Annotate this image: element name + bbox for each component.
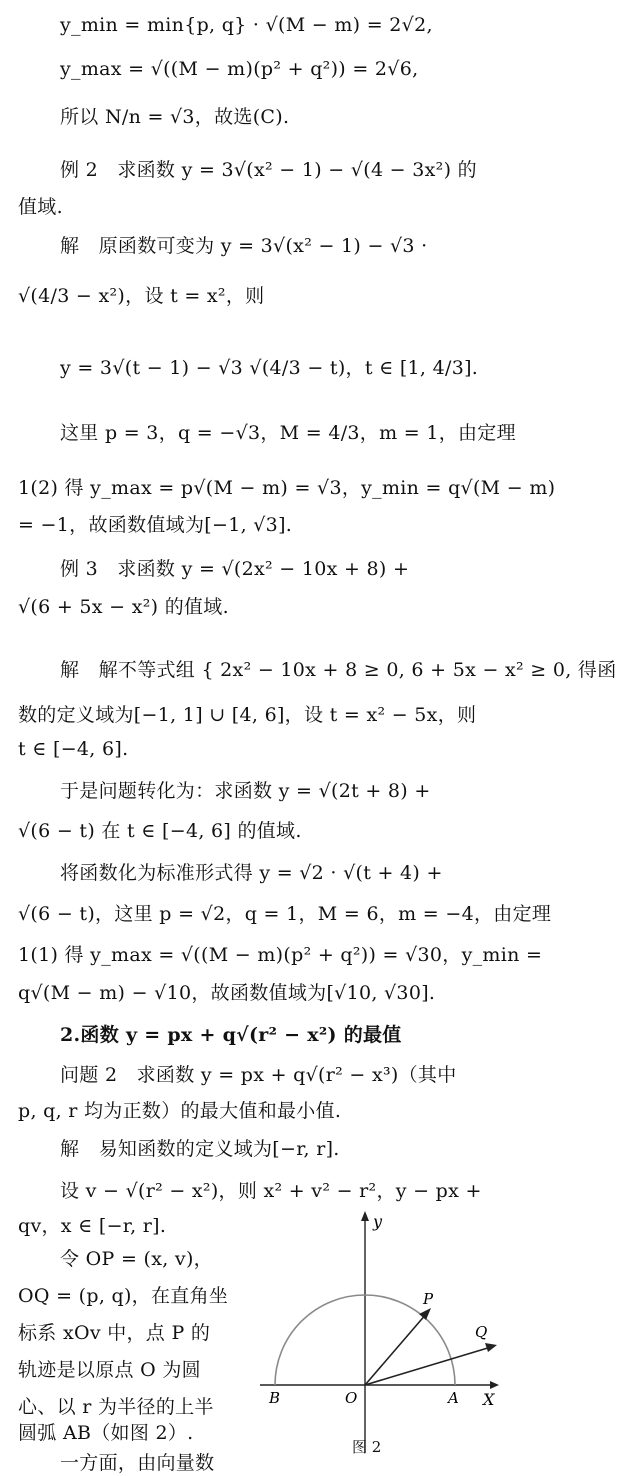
- example-heading: 例 3 求函数 y = √(2x² − 10x + 8) +: [60, 558, 410, 580]
- vector-oq: [365, 1347, 491, 1385]
- point-q-label: Q: [475, 1323, 488, 1341]
- text-line: 1(1) 得 y_max = √((M − m)(p² + q²)) = √30，y_min =: [18, 944, 543, 966]
- x-axis-label: X: [483, 1390, 495, 1409]
- text-line: y_max = √((M − m)(p² + q²)) = 2√6,: [60, 58, 419, 80]
- text-line: 值域.: [18, 196, 63, 218]
- point-p-label: P: [423, 1290, 434, 1308]
- figure-2-diagram: [255, 1205, 515, 1465]
- text-line: 设 v − √(r² − x²)，则 x² + v² − r²，y − px +: [60, 1180, 482, 1202]
- text-line: 所以 N/n = √3，故选(C).: [60, 106, 290, 128]
- origin-label: O: [345, 1389, 358, 1407]
- text-line: y_min = min{p, q} · √(M − m) = 2√2,: [60, 14, 433, 36]
- text-line: 这里 p = 3，q = −√3，M = 4/3，m = 1，由定理: [60, 422, 516, 444]
- text-line: 令 OP = (x, v)，: [60, 1248, 213, 1270]
- vector-op: [365, 1313, 427, 1385]
- y-axis-label: y: [373, 1212, 383, 1231]
- text-line: t ∈ [−4, 6].: [18, 738, 129, 760]
- section-heading: 2.函数 y = px + q√(r² − x²) 的最值: [60, 1024, 402, 1046]
- point-b-label: B: [269, 1389, 281, 1407]
- text-line: √(6 − t)，这里 p = √2，q = 1，M = 6，m = −4，由定理: [18, 903, 552, 925]
- text-line: 圆弧 AB（如图 2）.: [18, 1422, 194, 1444]
- text-line: 于是问题转化为：求函数 y = √(2t + 8) +: [60, 780, 431, 802]
- text-line: √(6 − t) 在 t ∈ [−4, 6] 的值域.: [18, 820, 302, 842]
- text-line: OQ = (p, q)，在直角坐: [18, 1285, 229, 1307]
- y-axis-arrow-icon: [361, 1211, 369, 1221]
- problem-heading: 问题 2 求函数 y = px + q√(r² − x³)（其中: [60, 1064, 457, 1086]
- point-a-label: A: [448, 1389, 459, 1407]
- arrowhead-q-icon: [485, 1343, 497, 1352]
- text-line: 标系 xOv 中，点 P 的: [18, 1322, 211, 1344]
- text-line: 轨迹是以原点 O 为圆: [18, 1359, 201, 1381]
- text-line: 1(2) 得 y_max = p√(M − m) = √3，y_min = q√(M − m): [18, 477, 556, 499]
- text-line: √(4/3 − x²)，设 t = x²，则: [18, 285, 265, 307]
- arrowhead-p-icon: [419, 1308, 431, 1320]
- text-line: 解 解不等式组 { 2x² − 10x + 8 ≥ 0, 6 + 5x − x² ≥ 0, 得函: [60, 659, 617, 681]
- text-line: 将函数化为标准形式得 y = √2 · √(t + 4) +: [60, 862, 443, 884]
- figure-caption: 图 2: [352, 1438, 382, 1456]
- text-line: 心、以 r 为半径的上半: [18, 1396, 214, 1418]
- text-line: 解 易知函数的定义域为[−r, r].: [60, 1138, 340, 1160]
- text-line: 解 原函数可变为 y = 3√(x² − 1) − √3 ·: [60, 235, 428, 257]
- text-line: qv，x ∈ [−r, r].: [18, 1215, 167, 1237]
- text-line: √(6 + 5x − x²) 的值域.: [18, 596, 229, 618]
- example-heading: 例 2 求函数 y = 3√(x² − 1) − √(4 − 3x²) 的: [60, 159, 477, 181]
- text-line: y = 3√(t − 1) − √3 √(4/3 − t)，t ∈ [1, 4/3].: [60, 357, 479, 379]
- text-line: q√(M − m) − √10，故函数值域为[√10, √30].: [18, 982, 436, 1004]
- text-line: 数的定义域为[−1, 1] ∪ [4, 6]，设 t = x² − 5x，则: [18, 704, 477, 726]
- text-line: 一方面，由向量数: [60, 1452, 215, 1474]
- x-axis-arrow-icon: [490, 1381, 499, 1389]
- text-line: p, q, r 均为正数）的最大值和最小值.: [18, 1100, 342, 1122]
- text-line: = −1，故函数值域为[−1, √3].: [18, 514, 293, 536]
